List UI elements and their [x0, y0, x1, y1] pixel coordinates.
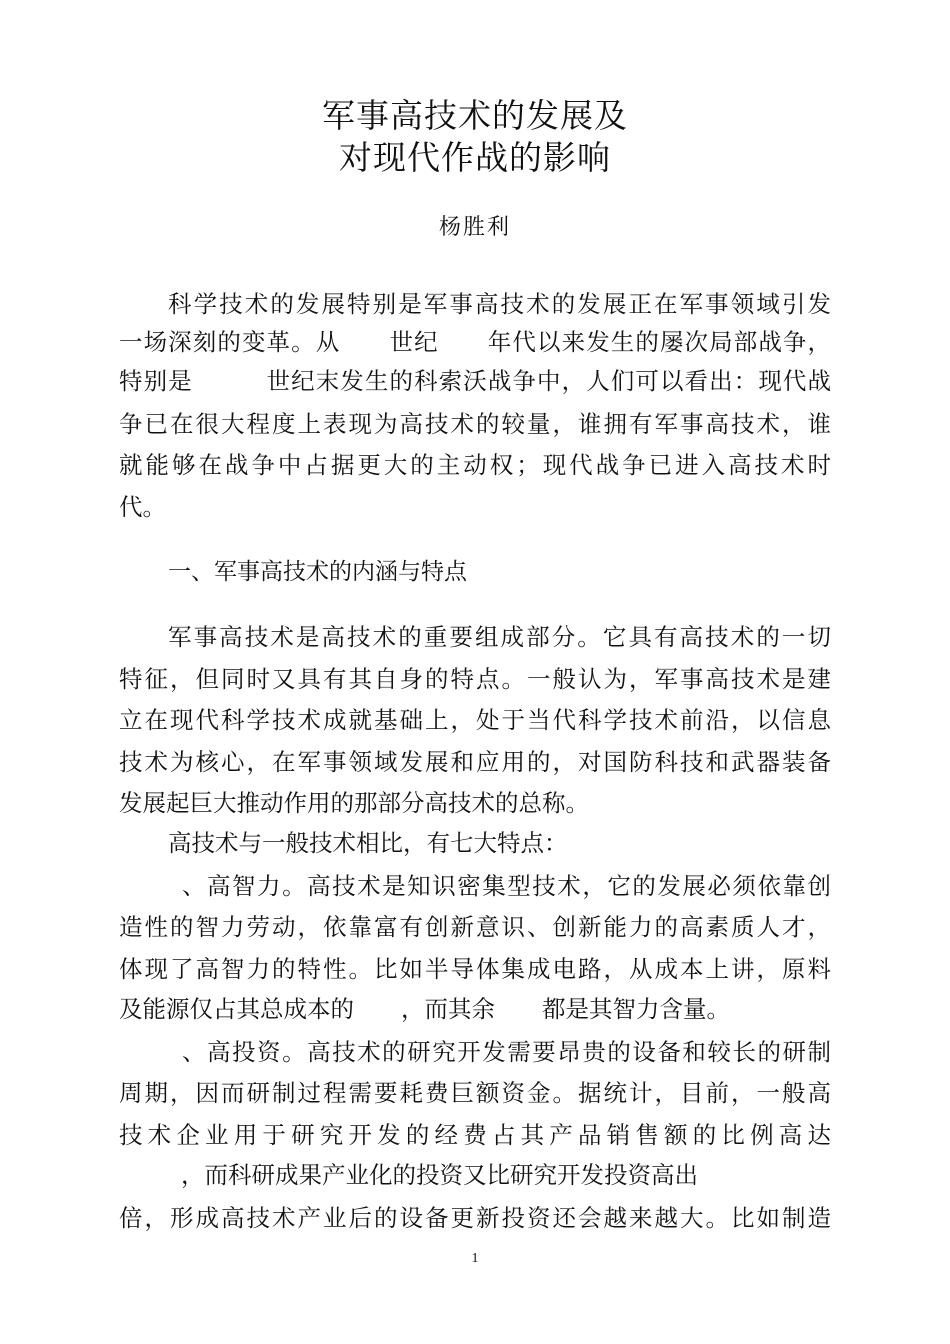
body-line: 倍，形成高技术产业后的设备更新投资还会越来越大。比如制造 — [119, 1204, 831, 1232]
body-line: 、高智力。高技术是知识密集型技术，它的发展必须依靠创 — [182, 872, 831, 900]
body-line: 特征，但同时又具有其自身的特点。一般认为，军事高技术是建 — [119, 665, 831, 693]
page-number: 1 — [471, 1251, 479, 1266]
author-name: 杨胜利 — [438, 215, 511, 240]
intro-line: 科学技术的发展特别是军事高技术的发展正在军事领域引发 — [168, 290, 831, 318]
body-line: 体现了高智力的特性。比如半导体集成电路，从成本上讲，原料 — [119, 955, 831, 983]
intro-line: 特别是 世纪末发生的科索沃战争中，人们可以看出：现代战 — [119, 367, 831, 395]
section-heading: 一、军事高技术的内涵与特点 — [168, 559, 467, 585]
intro-line: 一场深刻的变革。从 世纪 年代以来发生的屡次局部战争， — [119, 328, 831, 356]
body-line: 技术为核心，在军事领域发展和应用的，对国防科技和武器装备 — [119, 748, 831, 776]
body-line: 及能源仅占其总成本的 ，而其余 都是其智力含量。 — [119, 995, 730, 1023]
body-line: 技术企业用于研究开发的经费占其产品销售额的比例高达 — [119, 1121, 831, 1149]
document-title-line-2: 对现代作战的影响 — [339, 138, 611, 177]
body-line: 造性的智力劳动，依靠富有创新意识、创新能力的高素质人才， — [119, 913, 831, 941]
body-line: 发展起巨大推动作用的那部分高技术的总称。 — [119, 789, 589, 817]
body-line: 高技术与一般技术相比，有七大特点： — [168, 829, 568, 857]
body-line: 军事高技术是高技术的重要组成部分。它具有高技术的一切 — [168, 623, 831, 651]
document-title-line-1: 军事高技术的发展及 — [322, 96, 628, 135]
intro-line: 就能够在战争中占据更大的主动权；现代战争已进入高技术时 — [119, 451, 831, 479]
body-line: 周期，因而研制过程需要耗费巨额资金。据统计，目前，一般高 — [119, 1079, 831, 1107]
body-line: 立在现代科学技术成就基础上，处于当代科学技术前沿，以信息 — [119, 706, 831, 734]
intro-line: 代。 — [119, 493, 166, 521]
body-line: 、高投资。高技术的研究开发需要昂贵的设备和较长的研制 — [182, 1038, 831, 1066]
body-line: ，而科研成果产业化的投资又比研究开发投资高出 — [181, 1161, 698, 1189]
intro-line: 争已在很大程度上表现为高技术的较量，谁拥有军事高技术，谁 — [119, 410, 831, 438]
